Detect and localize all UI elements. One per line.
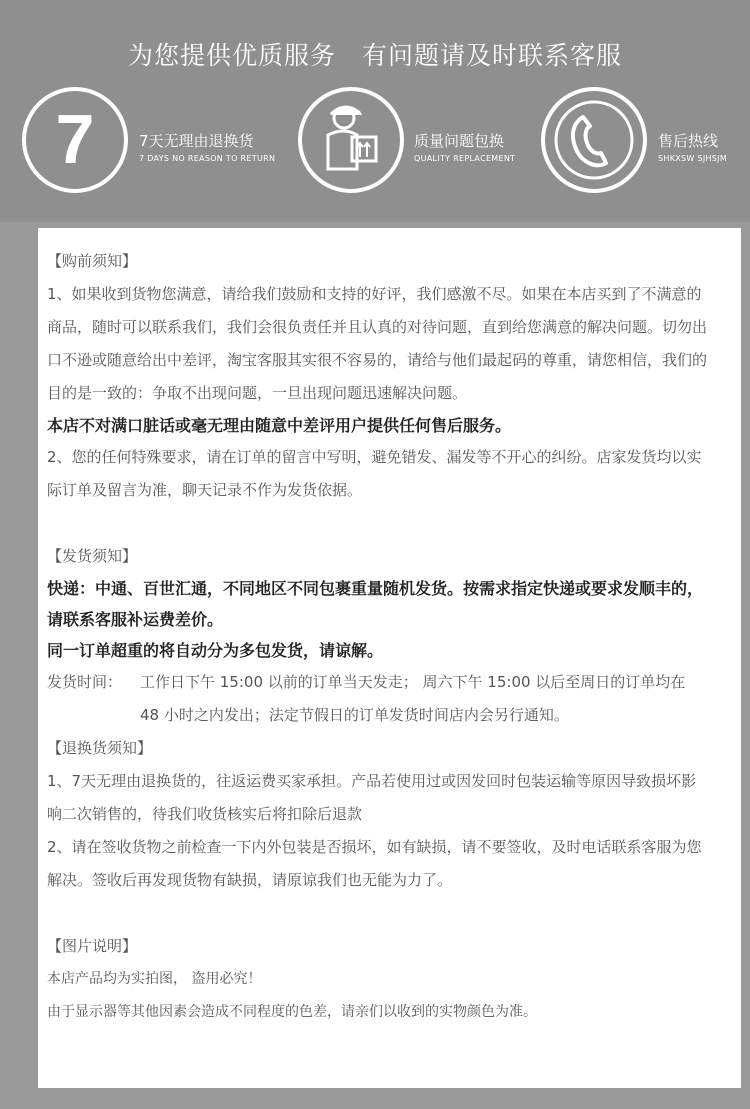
purchase-paragraph-1: 1、如果收到货物您满意，请给我们鼓励和支持的好评，我们感激不尽。如果在本店买到了不满意的商品，随时可以联系我们，我们会很负责任并且认真的对待问题，直到给您满意的解决问题。切勿出口不逊或随意给出中差评，淘宝客服其实很不容易的，请给与他们最起码的尊重，请您相信，我们的目的是一致的：争取不出现问题，一旦出现问题迅速解决问题。 <box>47 285 708 402</box>
shipping-time-label: 发货时间： <box>47 673 123 691</box>
images-section-title: 【图片说明】 <box>47 937 138 955</box>
badge-title: 7天无理由退换货 <box>139 132 254 150</box>
returns-section-title: 【退换货须知】 <box>47 739 153 757</box>
purchase-paragraph-2: 2、您的任何特殊要求，请在订单的留言中写明，避免错发、漏发等不开心的纠纷。店家发货均以实际订单及留言为准，聊天记录不作为发货依据。 <box>47 448 702 499</box>
shipping-overweight-note: 同一订单超重的将自动分为多包发货，请谅解。 <box>47 641 384 660</box>
shipping-time-value: 工作日下午 15:00 以前的订单当天发走； 周六下午 15:00 以后至周日的订单均在 48 小时之内发出；法定节假日的订单发货时间店内会另行通知。 <box>140 673 686 724</box>
returns-paragraph-1: 1、7天无理由退换货的，往返运费买家承担。产品若使用过或因发回时包装运输等原因导致损坏影响二次销售的，待我们收货核实后将扣除后退款 <box>47 772 697 823</box>
seven-day-return-badge <box>22 87 128 193</box>
badge-subtitle: SHKXSW SJHSJM <box>658 154 728 163</box>
images-paragraph-1: 本店产品均为实拍图， 盗用必究！ <box>47 971 262 987</box>
shipping-section-title: 【发货须知】 <box>47 547 138 565</box>
service-hotline-badge <box>541 87 647 193</box>
phone-icon <box>545 91 643 189</box>
badge-subtitle: 7 DAYS NO REASON TO RETURN <box>139 154 276 163</box>
shipping-courier-note: 快递：中通、百世汇通，不同地区不同包裹重量随机发货。按需求指定快递或要求发顺丰的，请联系客服补运费差价。 <box>47 579 704 629</box>
seven-day-return-text <box>139 130 275 163</box>
images-paragraph-2: 由于显示器等其他因素会造成不同程度的色差，请亲们以收到的实物颜色为准。 <box>47 1004 537 1020</box>
quality-replacement-text <box>414 130 515 163</box>
notice-content <box>47 245 707 1029</box>
quality-replacement-badge <box>298 87 404 193</box>
seven-icon <box>26 91 124 189</box>
shipping-time-row <box>47 666 707 732</box>
purchase-section-title: 【购前须知】 <box>47 252 138 270</box>
svg-text:7: 7 <box>55 100 95 178</box>
purchase-warning: 本店不对满口脏话或毫无理由随意中差评用户提供任何售后服务。 <box>47 416 512 435</box>
service-banner <box>0 0 750 222</box>
returns-paragraph-2: 2、请在签收货物之前检查一下内外包装是否损坏，如有缺损，请不要签收，及时电话联系客服为您解决。签收后再发现货物有缺损，请原谅我们也无能为力了。 <box>47 838 702 889</box>
badge-subtitle: QUALITY REPLACEMENT <box>414 154 516 163</box>
badge-title: 质量问题包换 <box>414 132 505 150</box>
badge-title: 售后热线 <box>658 132 719 150</box>
banner-headline: 为您提供优质服务 有问题请及时联系客服 <box>127 41 622 70</box>
courier-box-icon <box>302 91 400 189</box>
service-hotline-text <box>658 130 727 163</box>
